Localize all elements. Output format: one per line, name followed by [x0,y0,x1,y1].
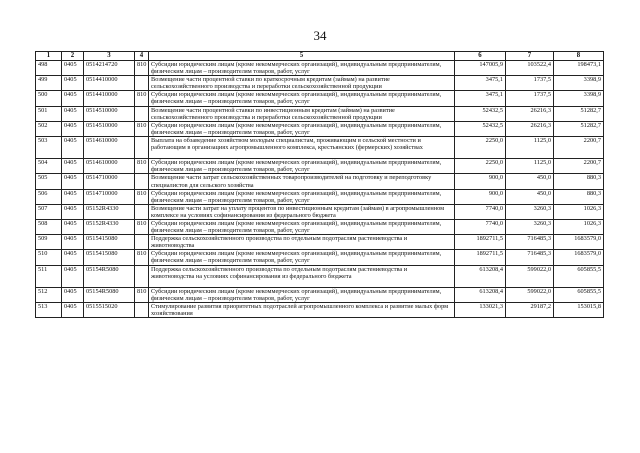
amount-cell-1: 3475,1 [455,76,506,91]
amount-cell-3: 198473,1 [554,61,604,76]
col-header: 8 [554,52,604,61]
target-article-cell: 0514410000 [84,76,135,91]
col-header: 3 [84,52,135,61]
table-row [36,159,604,174]
row-number-cell: 511 [36,265,62,287]
row-number-cell: 502 [36,121,62,136]
amount-cell-1: 133021,3 [455,303,506,318]
amount-cell-1: 7740,0 [455,219,506,234]
amount-cell-1: 613208,4 [455,287,506,302]
row-number-cell: 501 [36,106,62,121]
target-article-cell: 0514410000 [84,91,135,106]
col-header: 4 [135,52,149,61]
row-number-cell: 507 [36,204,62,219]
row-number-cell: 500 [36,91,62,106]
section-code-cell: 0405 [62,106,84,121]
table-row [36,303,604,318]
budget-table [35,51,604,318]
amount-cell-3: 605855,5 [554,265,604,287]
row-number-cell: 503 [36,136,62,158]
description-cell: Возмещение части затрат на уплату процентов по инвестиционным кредитам (займам) в агропромышленном комплексе на условиях софинансирования из федерального бюджета [149,204,455,219]
section-code-cell: 0405 [62,91,84,106]
section-code-cell: 0405 [62,174,84,189]
table-row [36,204,604,219]
amount-cell-3: 880,3 [554,189,604,204]
section-code-cell: 0405 [62,303,84,318]
amount-cell-1: 2250,0 [455,159,506,174]
amount-cell-3: 1026,3 [554,219,604,234]
amount-cell-2: 29187,2 [506,303,554,318]
description-cell: Стимулирование развития приоритетных подотраслей агропромышленного комплекса и развитие малых форм хозяйствования [149,303,455,318]
section-code-cell: 0405 [62,76,84,91]
amount-cell-1: 900,0 [455,189,506,204]
row-number-cell: 498 [36,61,62,76]
section-code-cell: 0405 [62,265,84,287]
description-cell: Возмещение части затрат сельскохозяйственных товаропроизводителей на подготовку и переподготовку специалистов для сельского хозяйства [149,174,455,189]
description-cell: Выплата на обзаведение хозяйством молодым специалистам, проживающим в сельской местности и работающим в организациях агропромышленного комплекса, крестьянских (фермерских) хозяйствах [149,136,455,158]
description-cell: Субсидии юридическим лицам (кроме некоммерческих организаций), индивидуальным предпринимателям, физическим лицам – производителям товаров, работ, услуг [149,287,455,302]
section-code-cell: 0405 [62,204,84,219]
target-article-cell: 0514510000 [84,106,135,121]
amount-cell-3: 2200,7 [554,159,604,174]
expense-type-cell [135,235,149,250]
target-article-cell: 0515415080 [84,235,135,250]
description-cell: Субсидии юридическим лицам (кроме некоммерческих организаций), индивидуальным предпринимателям, физическим лицам – производителям товаров, работ, услуг [149,250,455,265]
description-cell: Субсидии юридическим лицам (кроме некоммерческих организаций), индивидуальным предпринимателям, физическим лицам – производителям товаров, работ, услуг [149,61,455,76]
expense-type-cell: 810 [135,219,149,234]
amount-cell-3: 1683579,0 [554,250,604,265]
table-row [36,189,604,204]
col-header: 7 [506,52,554,61]
section-code-cell: 0405 [62,287,84,302]
target-article-cell: 0514610000 [84,159,135,174]
amount-cell-2: 26216,3 [506,121,554,136]
description-cell: Поддержка сельскохозяйственного производства по отдельным подотраслям растениеводства и животноводства на условиях софинансирования из федерального бюджета [149,265,455,287]
header-row [36,52,604,61]
table-row [36,250,604,265]
description-cell: Субсидии юридическим лицам (кроме некоммерческих организаций), индивидуальным предпринимателям, физическим лицам – производителям товаров, работ, услуг [149,219,455,234]
target-article-cell: 0515415080 [84,250,135,265]
table-row [36,91,604,106]
amount-cell-1: 3475,1 [455,91,506,106]
table-row [36,76,604,91]
section-code-cell: 0405 [62,159,84,174]
amount-cell-2: 1737,5 [506,76,554,91]
expense-type-cell [135,204,149,219]
target-article-cell: 0514710000 [84,189,135,204]
section-code-cell: 0405 [62,136,84,158]
amount-cell-2: 1125,0 [506,159,554,174]
description-cell: Субсидии юридическим лицам (кроме некоммерческих организаций), индивидуальным предпринимателям, физическим лицам – производителям товаров, работ, услуг [149,121,455,136]
amount-cell-3: 1683579,0 [554,235,604,250]
expense-type-cell [135,106,149,121]
section-code-cell: 0405 [62,61,84,76]
target-article-cell: 05154R5080 [84,287,135,302]
table-row [36,61,604,76]
amount-cell-1: 900,0 [455,174,506,189]
expense-type-cell: 810 [135,250,149,265]
expense-type-cell: 810 [135,287,149,302]
target-article-cell: 0514214720 [84,61,135,76]
row-number-cell: 510 [36,250,62,265]
expense-type-cell [135,136,149,158]
col-header: 5 [149,52,455,61]
row-number-cell: 504 [36,159,62,174]
amount-cell-3: 3398,9 [554,76,604,91]
expense-type-cell [135,265,149,287]
section-code-cell: 0405 [62,250,84,265]
amount-cell-2: 450,0 [506,189,554,204]
amount-cell-1: 7740,0 [455,204,506,219]
target-article-cell: 0514510000 [84,121,135,136]
col-header: 2 [62,52,84,61]
row-number-cell: 499 [36,76,62,91]
section-code-cell: 0405 [62,189,84,204]
row-number-cell: 508 [36,219,62,234]
table-row [36,235,604,250]
amount-cell-3: 3398,9 [554,91,604,106]
amount-cell-1: 613208,4 [455,265,506,287]
description-cell: Субсидии юридическим лицам (кроме некоммерческих организаций), индивидуальным предпринимателям, физическим лицам – производителям товаров, работ, услуг [149,91,455,106]
col-header: 6 [455,52,506,61]
amount-cell-2: 3260,3 [506,204,554,219]
expense-type-cell: 810 [135,189,149,204]
expense-type-cell: 810 [135,91,149,106]
expense-type-cell [135,76,149,91]
table-row [36,265,604,287]
amount-cell-1: 52432,5 [455,121,506,136]
target-article-cell: 0515515020 [84,303,135,318]
amount-cell-1: 1892711,5 [455,250,506,265]
row-number-cell: 506 [36,189,62,204]
amount-cell-3: 153015,8 [554,303,604,318]
amount-cell-1: 1892711,5 [455,235,506,250]
amount-cell-3: 51282,7 [554,106,604,121]
table-row [36,174,604,189]
amount-cell-1: 147005,9 [455,61,506,76]
row-number-cell: 505 [36,174,62,189]
amount-cell-3: 605855,5 [554,287,604,302]
table-row [36,106,604,121]
expense-type-cell [135,303,149,318]
amount-cell-2: 103522,4 [506,61,554,76]
amount-cell-2: 1737,5 [506,91,554,106]
description-cell: Субсидии юридическим лицам (кроме некоммерческих организаций), индивидуальным предпринимателям, физическим лицам – производителям товаров, работ, услуг [149,189,455,204]
row-number-cell: 512 [36,287,62,302]
amount-cell-3: 1026,3 [554,204,604,219]
expense-type-cell: 810 [135,61,149,76]
target-article-cell: 0514610000 [84,136,135,158]
amount-cell-2: 1125,0 [506,136,554,158]
expense-type-cell [135,174,149,189]
table-row [36,121,604,136]
description-cell: Возмещение части процентной ставки по краткосрочным кредитам (займам) на развитие сельскохозяйственного производства и переработки сельскохозяйственной продукции [149,76,455,91]
row-number-cell: 513 [36,303,62,318]
expense-type-cell: 810 [135,159,149,174]
target-article-cell: 05152R4330 [84,204,135,219]
table-row [36,219,604,234]
col-header: 1 [36,52,62,61]
amount-cell-3: 2200,7 [554,136,604,158]
row-number-cell: 509 [36,235,62,250]
amount-cell-2: 3260,3 [506,219,554,234]
amount-cell-2: 599022,0 [506,265,554,287]
section-code-cell: 0405 [62,235,84,250]
description-cell: Субсидии юридическим лицам (кроме некоммерческих организаций), индивидуальным предпринимателям, физическим лицам – производителям товаров, работ, услуг [149,159,455,174]
table-row [36,136,604,158]
amount-cell-3: 51282,7 [554,121,604,136]
description-cell: Возмещение части процентной ставки по инвестиционным кредитам (займам) на развитие сельскохозяйственного производства и переработки сельскохозяйственной продукции [149,106,455,121]
target-article-cell: 0514710000 [84,174,135,189]
amount-cell-1: 52432,5 [455,106,506,121]
expense-type-cell: 810 [135,121,149,136]
target-article-cell: 05152R4330 [84,219,135,234]
section-code-cell: 0405 [62,219,84,234]
amount-cell-2: 26216,3 [506,106,554,121]
target-article-cell: 05154R5080 [84,265,135,287]
amount-cell-2: 716485,3 [506,235,554,250]
amount-cell-2: 599022,0 [506,287,554,302]
table-row [36,287,604,302]
amount-cell-3: 880,3 [554,174,604,189]
amount-cell-2: 450,0 [506,174,554,189]
page-number: 34 [313,28,327,43]
amount-cell-1: 2250,0 [455,136,506,158]
description-cell: Поддержка сельскохозяйственного производства по отдельным подотраслям растениеводства и животноводства [149,235,455,250]
amount-cell-2: 716485,3 [506,250,554,265]
section-code-cell: 0405 [62,121,84,136]
